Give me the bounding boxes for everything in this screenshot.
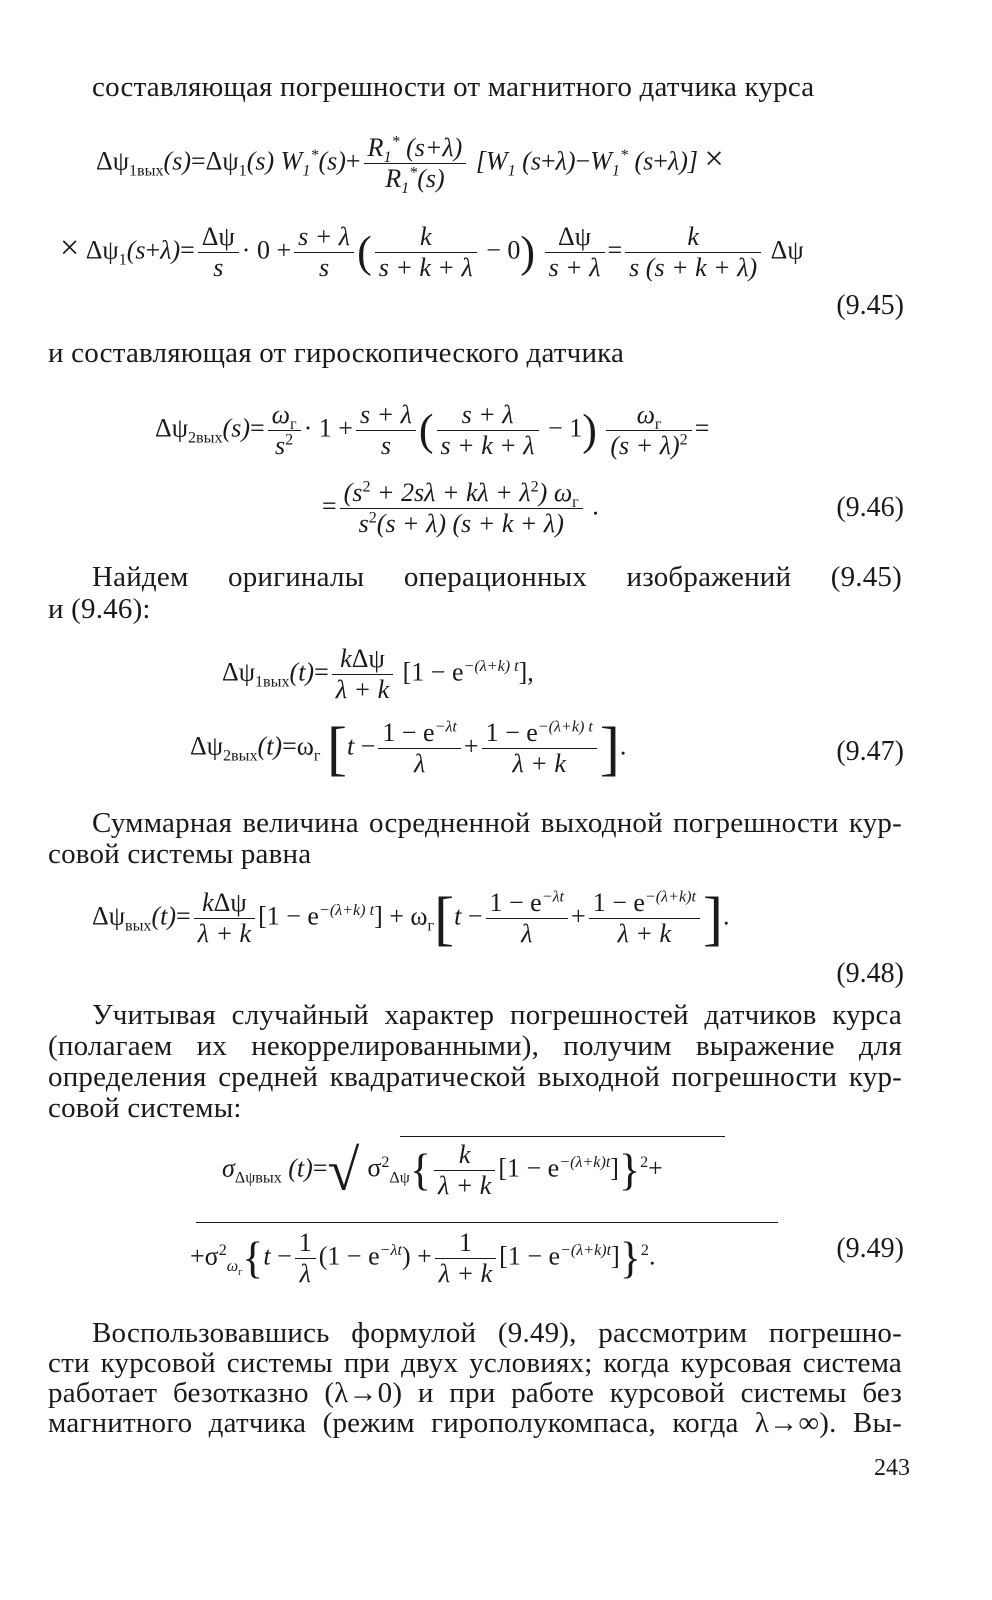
- equation-9-46-line-2: = $\frac{(s^2 + 2s\lambda + k\lambda + \lambda^2) \omega_г}{s^2(s + \lambda) (s + k + \lambda)}$ .: [322, 478, 599, 538]
- paragraph-random-line-2: (полагаем их некоррелированными), получим выражение для: [48, 1030, 902, 1062]
- paragraph-random-line-4: совой системы:: [48, 1092, 242, 1124]
- equation-9-46-line-1: $\Delta\psi_{2вых}(s)=$ $\frac{\omega_г}{s^2}$ · 1 + $\frac{s + \lambda}{s}$ ( $\frac{s + \lambda}{s + k + \lambda}$ − 1) $\frac{\omega_г}{(s + \lambda)^2}$ =: [155, 400, 710, 460]
- paragraph-random-line-1: Учитывая случайный характер погрешностей датчиков курса: [92, 999, 902, 1031]
- equation-number-9-45: (9.45): [836, 290, 904, 321]
- equation-9-49-line-2: $+\sigma^2_{\omega_г}\{t$ − $\frac{1}{\lambda}$ $(1 - e^{-\lambda t})$ + $\frac{1}{\lambda + k}$ $[1 - e^{-(\lambda+k)t}]\}^2$.: [190, 1228, 656, 1288]
- equation-number-9-48: (9.48): [836, 958, 904, 989]
- equation-number-9-49: (9.49): [836, 1233, 904, 1264]
- equation-9-47-line-1: $\Delta\psi_{1вых}(t)=$ $\frac{\text{kΔψ}}{\lambda + k}$ $[1 - e^{-(\lambda+k) t}]$,: [222, 644, 534, 704]
- equation-9-47-line-2: $\Delta\psi_{2вых}(t)=\omega_г$ [t − $\frac{1 - e^{-\lambda t}}{\lambda}$ + $\frac{1 - e^{-(\lambda+k) t}}{\lambda + k}$ ].: [190, 715, 627, 782]
- equation-9-45-line-2: × $\Delta\psi_1(s+\lambda)=$ $\frac{\Delta\psi}{s}$ · 0 + $\frac{s + \lambda}{s}$ ( $\frac{k}{s + k + \lambda}$ − 0) $\frac{\Delta\psi}{s + \lambda}$ = $\frac{k}{s (s + k + \lambda)}$ Δψ: [60, 222, 804, 282]
- equation-number-9-46: (9.46): [836, 492, 904, 523]
- paragraph-originals-line-1: Найдем оригиналы операционных изображений (9.45): [92, 561, 902, 593]
- paragraph-conditions-line-2: сти курсовой системы при двух условиях; когда курсовая система: [48, 1347, 902, 1379]
- paragraph-random-line-3: определения средней квадратической выходной погрешности кур-: [48, 1061, 902, 1093]
- equation-number-9-47: (9.47): [836, 736, 904, 767]
- paragraph-originals-line-2: и (9.46):: [48, 593, 151, 625]
- paragraph-total-line-2: совой системы равна: [48, 838, 312, 870]
- equation-9-49-line-1: $\sigma_{\Delta\psi вых}$ (t)=√ $\sigma^2_{\Delta\psi}${ $\frac{k}{\lambda + k}$ $[1 - e^{-(\lambda+k)t}]\}^2+$: [222, 1137, 663, 1203]
- paragraph-gyro-component: и составляющая от гироскопического датчика: [48, 337, 625, 369]
- equation-9-45-line-1: $\Delta\psi_{1вых}(s)=\Delta\psi_1(s)$ $W_1^*(s)+$ $\frac{R_1^* (s+\lambda)}{R_1^*(s)}$ [$W_1$ $(s+\lambda)-W_1^*$ (s+λ)] ×: [96, 133, 724, 198]
- sqrt-overline-2: [196, 1222, 778, 1223]
- paragraph-total-line-1: Суммарная величина осредненной выходной погрешности кур-: [92, 807, 902, 839]
- sqrt-overline-1: [400, 1136, 725, 1137]
- equation-9-48: $\Delta\psi_{вых}(t)=$ $\frac{\text{kΔψ}}{\lambda + k}$ $[1 - e^{-(\lambda+k) t}] + \omega_г[t$ − $\frac{1 - e^{-\lambda t}}{\lambda}$ + $\frac{1 - e^{-(\lambda+k)t}}{\lambda + k}$ ].: [92, 885, 730, 952]
- paragraph-conditions-line-4: магнитного датчика (режим гирополукомпаса, когда λ→∞). Вы-: [48, 1407, 902, 1439]
- paragraph-intro: составляющая погрешности от магнитного датчика курса: [92, 71, 815, 103]
- page-number: 243: [874, 1455, 910, 1481]
- paragraph-conditions-line-3: работает безотказно (λ→0) и при работе курсовой системы без: [48, 1377, 902, 1409]
- paragraph-conditions-line-1: Воспользовавшись формулой (9.49), рассмотрим погрешно-: [92, 1317, 902, 1349]
